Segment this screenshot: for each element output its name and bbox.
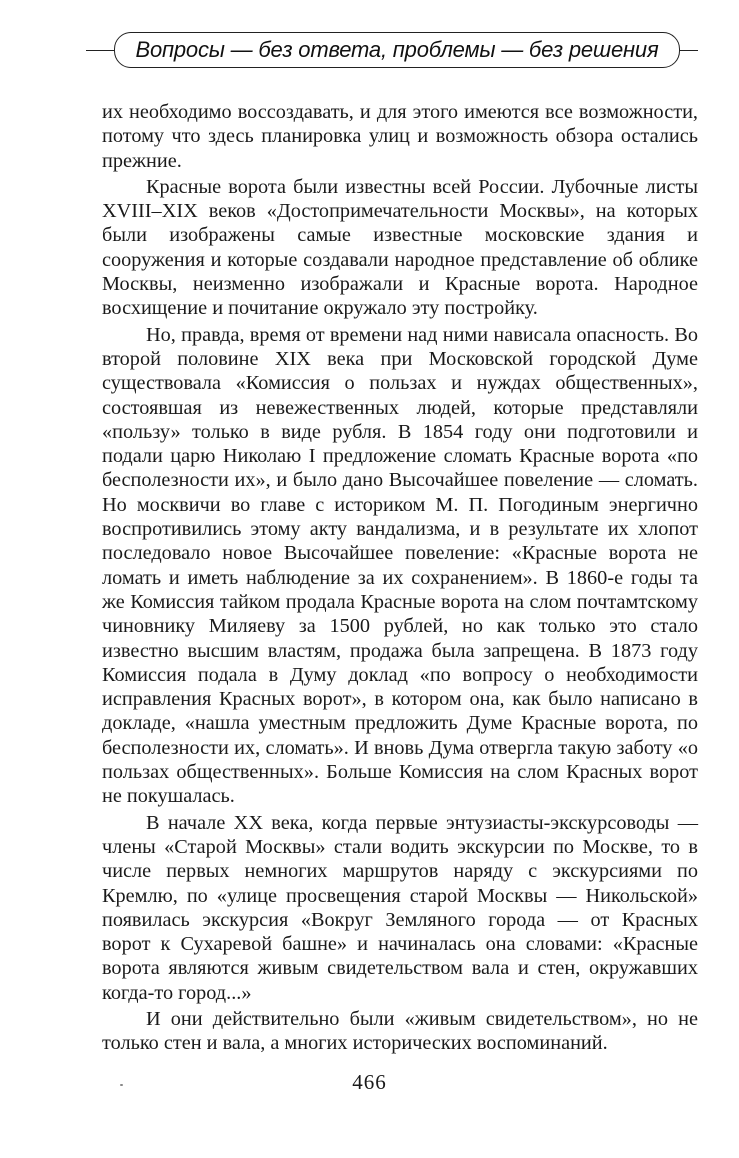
paragraph: Но, правда, время от времени над ними нависала опасность. Во второй половине XIX века при Московской городской Думе существовала «Комиссия о пользах и нуждах общественных», состоявшая из невежественных людей, которые представляли «пользу» только в виде рубля. В 1854 году они подготовили и подали царю Николаю I предложение сломать Красные ворота «по бесполезности их», и было дано Высочайшее повеление — сломать. Но москвичи во главе с историком М. П. Погодиным энергично воспротивились этому акту вандализма, и в результате их хлопот последовало новое Высочайшее повеление: «Красные ворота не ломать и иметь наблюдение за их сохранением». В 1860-е годы та же Комиссия тайком продала Красные ворота на слом почтамтскому чиновнику Миляеву за 1500 рублей, но как только это стало известно высшим властям, продажа была запрещена. В 1873 году Комиссия подала в Думу доклад «по вопросу о необходимости исправления Красных ворот», в котором она, как было написано в докладе, «нашла уместным предложить Думе Красные ворота, по бесполезности их, сломать». И вновь Дума отвергла такую заботу «о пользах общественных». Больше Комиссия на слом Красных ворот не покушалась. <box>102 323 698 808</box>
paragraph: В начале XX века, когда первые энтузиасты-экскурсоводы — члены «Старой Москвы» стали водить экскурсии по Москве, то в числе первых немногих маршрутов наряду с экскурсиями по Кремлю, по «улице просвещения старой Москвы — Никольской» появилась экскурсия «Вокруг Земляного города — от Красных ворот к Сухаревой башне» и начиналась она словами: «Красные ворота являются живым свидетельством вала и стен, окружавших когда-то город...» <box>102 811 698 1004</box>
running-header <box>86 32 698 70</box>
page-number: 466 <box>352 1070 387 1094</box>
paragraph: их необходимо воссоздавать, и для этого имеются все возможности, потому что здесь планировка улиц и возможность обзора остались прежние. <box>102 101 698 172</box>
header-title: Вопросы — без ответа, проблемы — без решения <box>114 32 680 68</box>
paragraph: И они действительно были «живым свидетельством», но не только стен и вала, а многих исторических воспоминаний. <box>102 1007 698 1055</box>
paragraph: Красные ворота были известны всей России. Лубочные листы XVIII–XIX веков «Достопримечательности Москвы», на которых были изображены самые известные московские здания и сооружения и которые создавали народное представление об облике Москвы, неизменно изображали и Красные ворота. Народное восхищение и почитание окружало эту постройку. <box>102 175 698 320</box>
main-text <box>102 100 698 1058</box>
